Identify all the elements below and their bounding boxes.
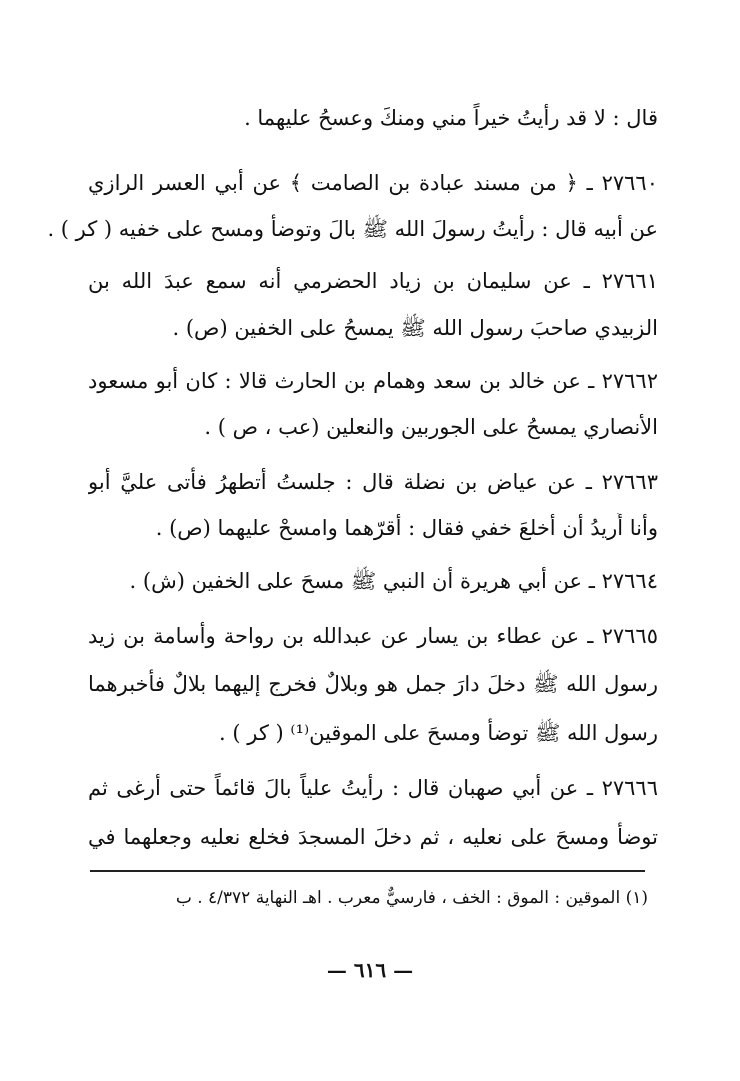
text-line-15: توضأ ومسحَ على نعليه ، ثم دخلَ المسجدَ فخلع نعليه وجعلهما في <box>88 825 658 849</box>
footnote-divider <box>90 870 645 872</box>
text-line-14: ٢٧٦٦٦ ـ عن أبي صهبان قال : رأيتُ علياً بالَ قائماً حتى أرغى ثم <box>88 776 658 800</box>
text-line-3: عن أبيه قال : رأيتُ رسولَ الله ﷺ بالَ وتوضأ ومسح على خفيه ( كر ) . <box>47 217 658 241</box>
text-line-6: ٢٧٦٦٢ ـ عن خالد بن سعد وهمام بن الحارث قالا : كان أبو مسعود <box>88 369 658 393</box>
text-line-8: ٢٧٦٦٣ ـ عن عياض بن نضلة قال : جلستُ أتطهرُ فأتى عليَّ أبو <box>88 470 658 494</box>
text-line-9: وأنا أُريدُ أن أخلعَ خفي فقال : أقرّهما وامسحْ عليهما (ص) . <box>155 516 658 540</box>
text-line-12: رسول الله ﷺ دخلَ دارَ جمل هو وبلالٌ فخرج إليهما بلالٌ فأخبرهما <box>88 672 658 696</box>
text-line-4: ٢٧٦٦١ ـ عن سليمان بن زياد الحضرمي أنه سمع عبدَ الله بن <box>88 269 658 293</box>
text-line-1: قال : لا قد رأيتُ خيراً مني ومنكَ وعسحُ عليهما . <box>244 106 658 130</box>
text-line-2: ٢٧٦٦٠ ـ ﴿ من مسند عبادة بن الصامت ﴾ عن أبي العسر الرازي <box>88 171 658 195</box>
footnote: (١) الموقين : الموق : الخف ، فارسيٌّ معرب . اهـ النهاية ٤/٣٧٢ . ب <box>175 888 648 908</box>
text-line-11: ٢٧٦٦٥ ـ عن عطاء بن يسار عن عبدالله بن رواحة وأسامة بن زيد <box>88 624 658 648</box>
page-number: — ٦١٦ — <box>326 958 414 982</box>
text-line-10: ٢٧٦٦٤ ـ عن أبي هريرة أن النبي ﷺ مسحَ على الخفين (ش) . <box>129 569 658 593</box>
text-line-5: الزبيدي صاحبَ رسول الله ﷺ يمسحُ على الخفين (ص) . <box>172 316 658 340</box>
text-line-13: رسول الله ﷺ توضأ ومسحَ على الموقين⁽¹⁾ ( كر ) . <box>219 721 658 745</box>
text-line-7: الأنصاري يمسحُ على الجوربين والنعلين (عب ، ص ) . <box>204 415 658 439</box>
